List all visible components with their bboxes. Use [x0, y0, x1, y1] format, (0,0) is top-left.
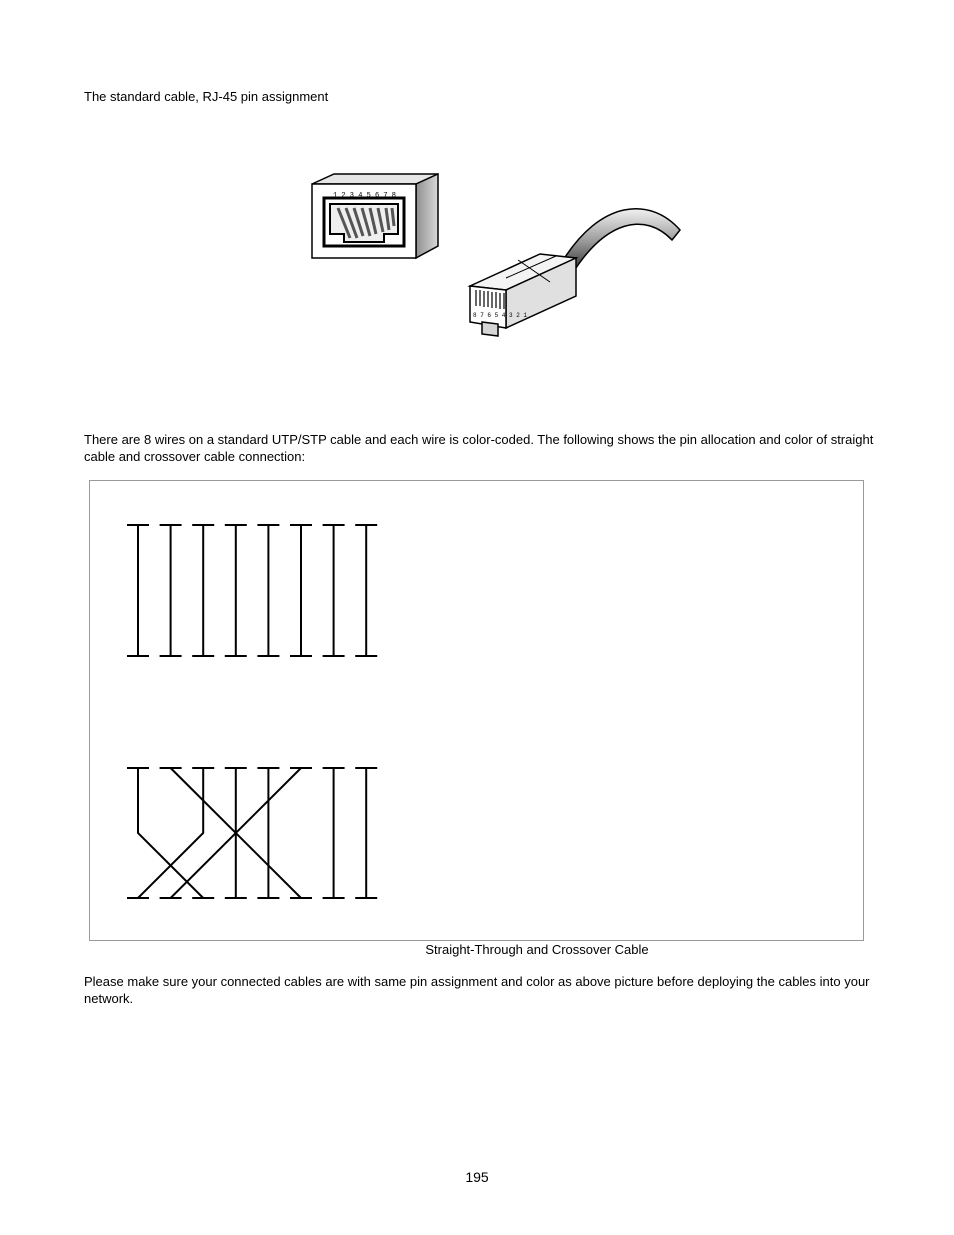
rj45-jack	[312, 174, 438, 258]
jack-pin-numbers: 1 2 3 4 5 6 7 8	[333, 192, 397, 200]
plug-pin-numbers: 8 7 6 5 4 3 2 1	[473, 312, 528, 319]
section-heading: The standard cable, RJ-45 pin assignment	[84, 89, 329, 104]
cable-wiring-diagram	[89, 480, 864, 941]
wire-3-to-1	[138, 768, 203, 898]
rj45-illustration	[300, 160, 700, 345]
straight-through-wiring	[127, 525, 377, 656]
closing-paragraph: Please make sure your connected cables are with same pin assignment and color as above picture before deploying the cables into your network.	[84, 974, 870, 1006]
crossover-wiring	[127, 768, 377, 898]
wire-1-to-3	[138, 768, 203, 898]
diagram-caption: Straight-Through and Crossover Cable	[390, 941, 684, 958]
page-number: 195	[465, 1169, 489, 1185]
intro-paragraph: There are 8 wires on a standard UTP/STP cable and each wire is color-coded. The following shows the pin allocation and color of straight cable and crossover cable connection:	[84, 432, 874, 464]
cable	[562, 209, 680, 274]
rj45-plug	[470, 254, 576, 336]
